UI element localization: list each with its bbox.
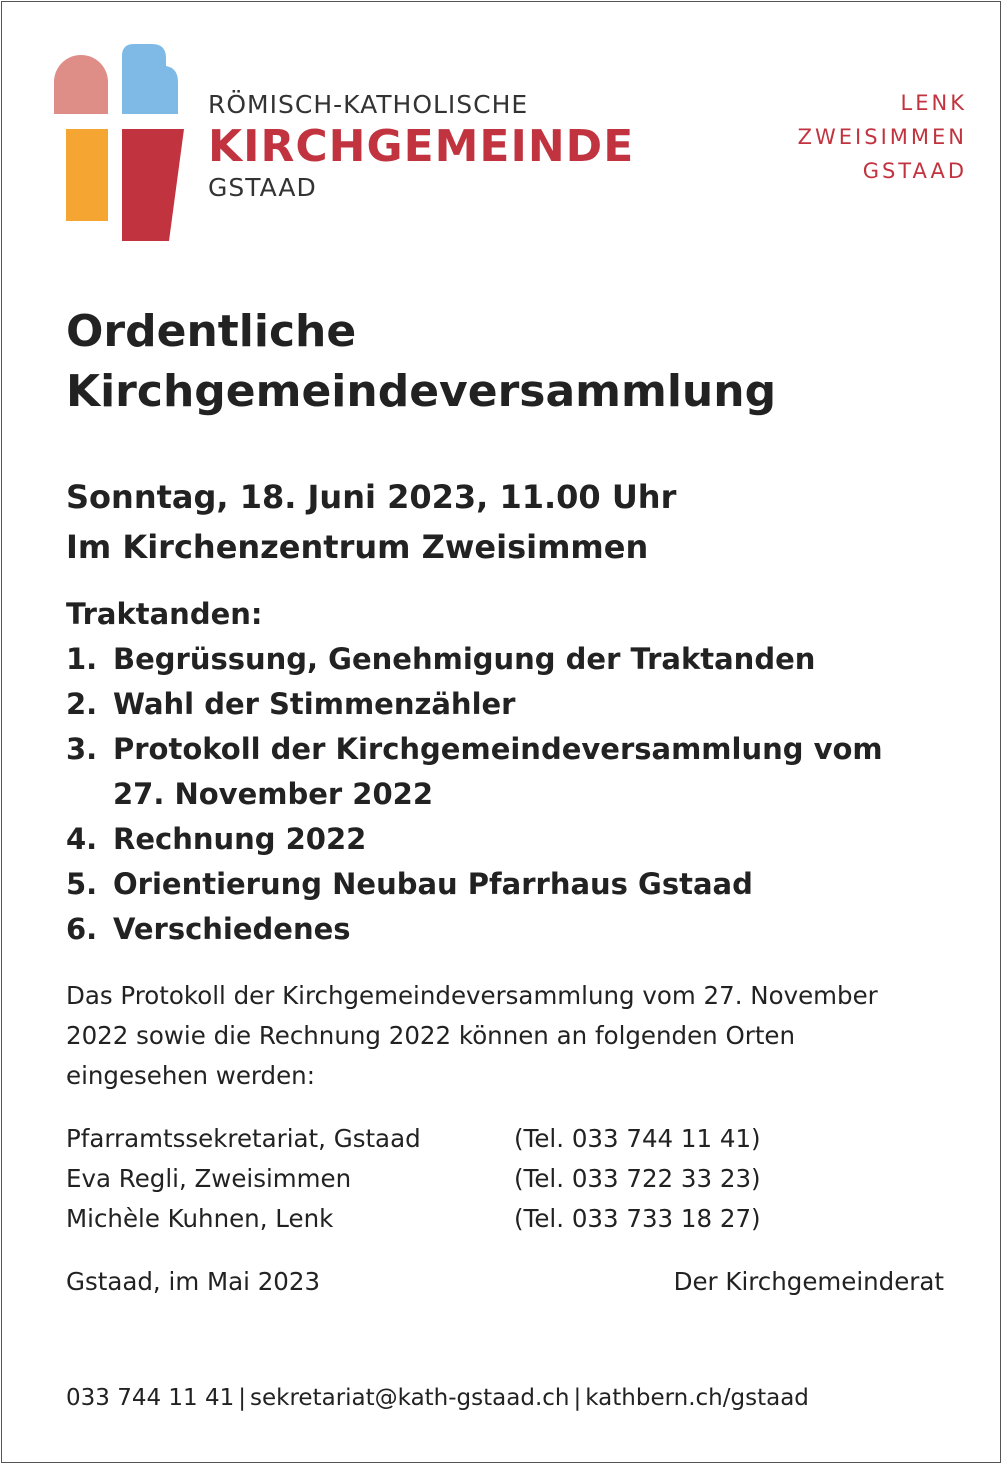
- agenda-item-number: 2.: [66, 687, 98, 721]
- agenda-item: [66, 862, 883, 907]
- signature: Der Kirchgemeinderat: [673, 1267, 944, 1296]
- agenda-item: [66, 682, 883, 727]
- organization-name: [208, 88, 634, 204]
- logo-blue-arch: [122, 44, 178, 114]
- agenda-item-number: 6.: [66, 912, 98, 946]
- title-line-2: Kirchgemeindeversammlung: [66, 366, 777, 417]
- agenda-item-number: 4.: [66, 822, 98, 856]
- footer-email-link[interactable]: sekretariat@kath-gstaad.ch: [250, 1385, 570, 1411]
- agenda-item-text: Verschiedenes: [113, 912, 351, 946]
- org-line-kirchgemeinde: KIRCHGEMEINDE: [208, 121, 635, 172]
- contact-phone: (Tel. 033 722 33 23): [514, 1164, 761, 1193]
- event-details: [66, 472, 676, 572]
- agenda-item-text-continued: 27. November 2022: [113, 777, 433, 811]
- agenda-item-number: 1.: [66, 642, 98, 676]
- agenda: [66, 592, 883, 952]
- intro-line: eingesehen werden:: [66, 1061, 315, 1090]
- event-date: Sonntag, 18. Juni 2023, 11.00 Uhr: [66, 478, 677, 516]
- place-and-date: Gstaad, im Mai 2023: [66, 1267, 321, 1296]
- contact-name: Michèle Kuhnen, Lenk: [66, 1204, 334, 1233]
- contact-name: Pfarramtssekretariat, Gstaad: [66, 1124, 421, 1153]
- intro-line: 2022 sowie die Rechnung 2022 können an folgenden Orten: [66, 1021, 796, 1050]
- footer-website-link[interactable]: kathbern.ch/gstaad: [585, 1385, 809, 1411]
- agenda-item-number: 5.: [66, 867, 98, 901]
- agenda-item: [66, 637, 883, 682]
- town-zweisimmen: ZWEISIMMEN: [797, 125, 967, 149]
- agenda-item: [66, 907, 883, 952]
- agenda-item-number: 3.: [66, 732, 98, 766]
- footer-separator: |: [573, 1385, 582, 1411]
- page-title: [66, 302, 776, 422]
- contact-row: [66, 1159, 946, 1199]
- contact-phone: (Tel. 033 733 18 27): [514, 1204, 761, 1233]
- footer-separator: |: [238, 1385, 247, 1411]
- contact-list: [66, 1119, 946, 1239]
- agenda-item-text: Begrüssung, Genehmigung der Traktanden: [113, 642, 816, 676]
- footer-phone[interactable]: 033 744 11 41: [66, 1385, 235, 1411]
- towns-list: [798, 86, 967, 188]
- org-line-gstaad: GSTAAD: [208, 173, 317, 202]
- contact-phone: (Tel. 033 744 11 41): [514, 1124, 761, 1153]
- event-location: Im Kirchenzentrum Zweisimmen: [66, 528, 649, 566]
- agenda-item-text: Orientierung Neubau Pfarrhaus Gstaad: [113, 867, 753, 901]
- contact-row: [66, 1119, 946, 1159]
- agenda-item: [66, 817, 883, 862]
- agenda-item-text: Wahl der Stimmenzähler: [113, 687, 516, 721]
- contact-name: Eva Regli, Zweisimmen: [66, 1164, 352, 1193]
- org-line-catholic: RÖMISCH-KATHOLISCHE: [208, 90, 529, 119]
- logo-orange-block: [66, 129, 108, 221]
- agenda-heading: Traktanden:: [66, 597, 263, 631]
- intro-paragraph: [66, 976, 946, 1096]
- agenda-item: [66, 727, 883, 817]
- town-gstaad: GSTAAD: [862, 159, 967, 183]
- agenda-item-text: Protokoll der Kirchgemeindeversammlung vom: [113, 732, 883, 766]
- agenda-list: [66, 637, 883, 952]
- logo-red-block: [122, 129, 184, 241]
- contact-row: [66, 1199, 946, 1239]
- footer-contact-bar: [66, 1380, 809, 1416]
- title-line-1: Ordentliche: [66, 306, 357, 357]
- town-lenk: LENK: [900, 91, 967, 115]
- logo-pink-arch: [54, 55, 108, 114]
- stained-glass-cross-icon: [52, 44, 192, 244]
- agenda-item-text: Rechnung 2022: [113, 822, 367, 856]
- intro-line: Das Protokoll der Kirchgemeindeversammlung vom 27. November: [66, 981, 878, 1010]
